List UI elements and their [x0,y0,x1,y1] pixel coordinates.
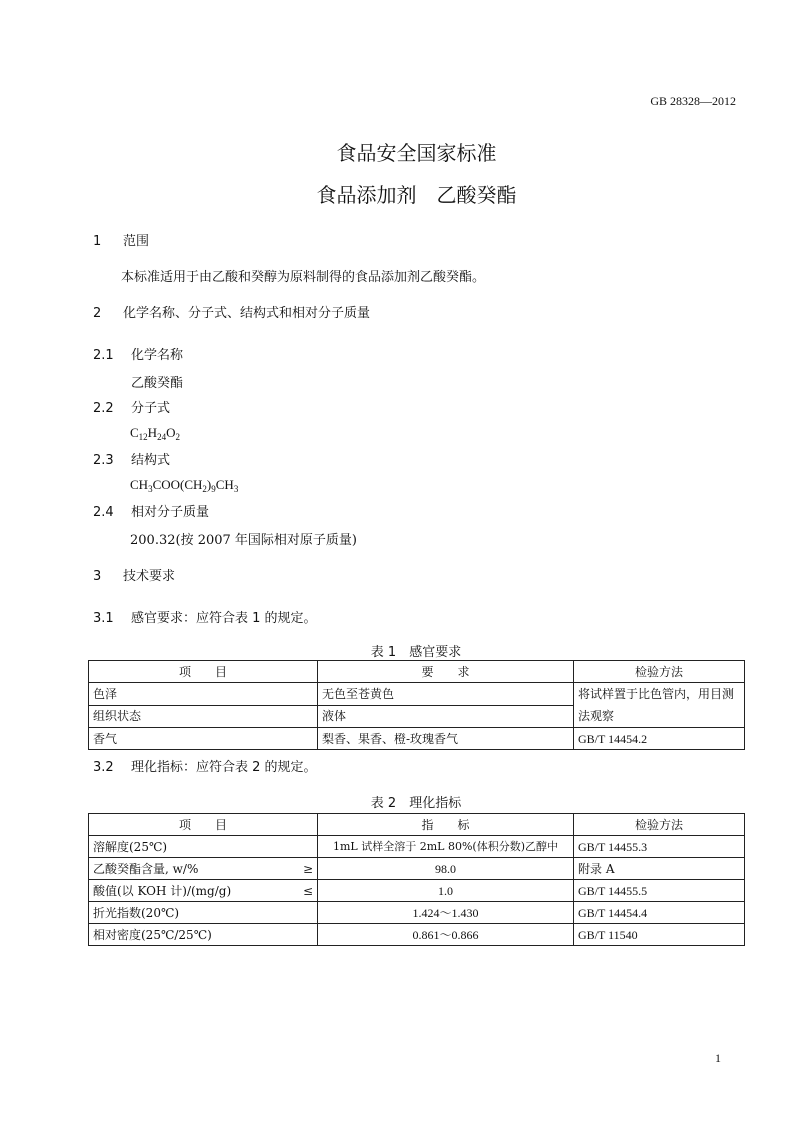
table-cell: 折光指数(20℃) [89,902,318,924]
table-1-header-requirement: 要 求 [318,661,574,683]
section-2-heading [93,302,370,321]
table-row [89,858,745,880]
section-3-1-title: 感官要求：应符合表 1 的规定。 [131,611,317,626]
table-cell: 附录 A [574,858,745,880]
table-2-header-item: 项 目 [89,814,318,836]
table-2-physicochemical [88,813,745,946]
section-2-1-number: 2.1 [93,348,114,363]
section-2-3-title: 结构式 [131,453,171,468]
table-cell: 色泽 [89,683,318,706]
molecular-formula: $C_{12}H_{24}O_2$ [130,425,180,442]
table-1-caption: 表 1 感官要求 [370,645,462,660]
table-row [89,728,745,750]
section-2-2-number: 2.2 [93,401,114,416]
table-cell: 溶解度(25℃) [89,836,318,858]
table-row [89,924,745,946]
section-3-2-heading [93,756,317,775]
section-3-heading [93,565,175,584]
table-1-header-method: 检验方法 [574,661,745,683]
table-row [89,902,745,924]
table-cell: 无色至苍黄色 [318,683,574,706]
table-2-header-row [89,814,745,836]
section-3-2-title: 理化指标：应符合表 2 的规定。 [131,760,317,775]
section-3-title: 技术要求 [123,569,176,584]
section-2-title: 化学名称、分子式、结构式和相对分子质量 [123,306,371,321]
table-cell: GB/T 11540 [574,924,745,946]
table-cell: 酸值(以 KOH 计)/(mg/g) ≤ [89,880,318,902]
table-cell: 98.0 [318,858,574,880]
document-number: GB 28328—2012 [650,94,736,108]
section-2-4-heading [93,501,209,520]
molecular-mass: 200.32(按 2007 年国际相对原子质量) [130,533,357,548]
section-2-2-title: 分子式 [131,401,171,416]
table-cell: 乙酸癸酯含量, w/% ≥ [89,858,318,880]
chemical-name: 乙酸癸酯 [131,376,184,391]
section-1-text: 本标准适用于由乙酸和癸醇为原料制得的食品添加剂乙酸癸酯。 [121,270,486,285]
section-2-3-number: 2.3 [93,453,114,468]
section-1-title: 范围 [123,234,150,249]
section-1-number: 1 [93,234,102,249]
table-cell: 1.0 [318,880,574,902]
table-cell: 梨香、果香、橙-玫瑰香气 [318,728,574,750]
page-number: 1 [715,1051,721,1065]
section-2-3-heading [93,449,170,468]
table-cell: 液体 [318,705,574,728]
table-cell: 1mL 试样全溶于 2mL 80%(体积分数)乙醇中 [318,836,574,858]
section-2-4-number: 2.4 [93,505,114,520]
table-cell: GB/T 14454.2 [574,728,745,750]
section-3-2-number: 3.2 [93,760,114,775]
section-2-2-heading [93,397,170,416]
table-row [89,836,745,858]
table-cell: 组织状态 [89,705,318,728]
table-cell: 相对密度(25℃/25℃) [89,924,318,946]
table-row [89,880,745,902]
table-1-header-row [89,661,745,683]
table-row [89,683,745,706]
table-cell: GB/T 14455.5 [574,880,745,902]
table-cell: 香气 [89,728,318,750]
section-2-number: 2 [93,306,102,321]
table-1-header-item: 项 目 [89,661,318,683]
structural-formula: $CH_3COO(CH_2)_9CH_3$ [130,477,239,494]
table-cell: 0.861～0.866 [318,924,574,946]
table-2-header-index: 指 标 [318,814,574,836]
section-2-4-title: 相对分子质量 [131,505,210,520]
section-1-heading [93,230,149,249]
standard-title: 食品安全国家标准 [336,141,497,165]
section-2-1-heading [93,344,183,363]
table-1-sensory [88,660,745,750]
table-cell: GB/T 14454.4 [574,902,745,924]
section-3-1-heading [93,607,317,626]
section-3-1-number: 3.1 [93,611,114,626]
table-2-header-method: 检验方法 [574,814,745,836]
table-2-caption: 表 2 理化指标 [370,796,462,811]
section-2-1-title: 化学名称 [131,348,184,363]
table-cell: 1.424～1.430 [318,902,574,924]
table-1-merged-method: 将试样置于比色管内，用目测法观察 [574,683,745,728]
section-3-number: 3 [93,569,102,584]
document-title: 食品添加剂 乙酸癸酯 [316,183,517,207]
table-cell: GB/T 14455.3 [574,836,745,858]
